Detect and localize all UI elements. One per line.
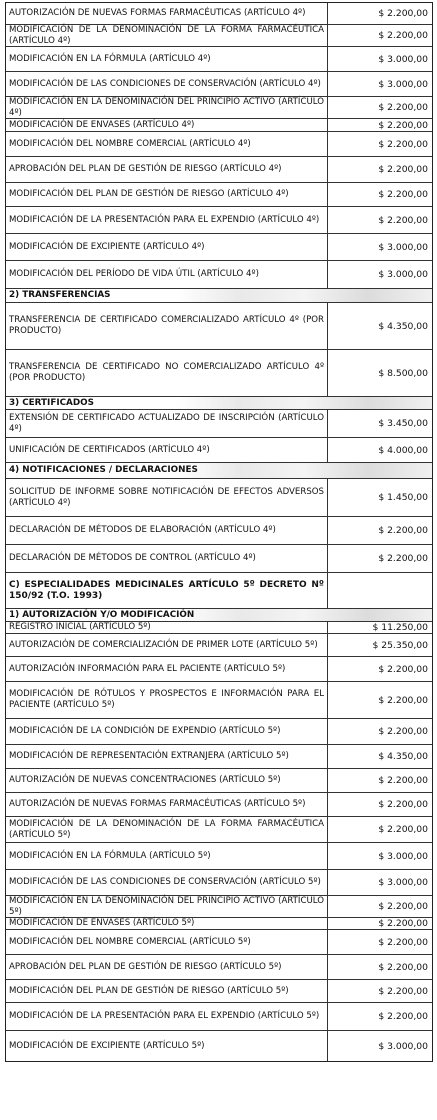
fee-description xyxy=(6,119,328,131)
fee-description xyxy=(6,72,328,96)
fee-description-text: MODIFICACIÓN DE LAS CONDICIONES DE CONSERVACIÓN (ARTÍCULO 4º) xyxy=(9,78,321,89)
fee-row xyxy=(6,719,432,745)
fee-amount: $ 2.200,00 xyxy=(378,726,428,737)
fee-description xyxy=(6,132,328,156)
fee-description-text: MODIFICACIÓN DE LA PRESENTACIÓN PARA EL EXPENDIO (ARTÍCULO 5º) xyxy=(9,1011,320,1022)
fee-row xyxy=(6,350,432,397)
fee-description-text: MODIFICACIÓN DEL PLAN DE GESTIÓN DE RIESGO (ARTÍCULO 5º) xyxy=(9,985,289,996)
fee-description xyxy=(6,870,328,895)
fee-description xyxy=(6,918,328,929)
fee-description-text: MODIFICACIÓN DE LAS CONDICIONES DE CONSERVACIÓN (ARTÍCULO 5º) xyxy=(9,877,321,888)
fee-amount: $ 2.200,00 xyxy=(378,961,428,973)
fee-row xyxy=(6,234,432,261)
fee-description xyxy=(6,657,328,681)
fee-row xyxy=(6,97,432,119)
fee-description xyxy=(6,896,328,917)
fee-description xyxy=(6,234,328,260)
fee-row xyxy=(6,622,432,634)
fee-row xyxy=(6,1003,432,1031)
fee-row xyxy=(6,545,432,573)
fee-amount: $ 3.000,00 xyxy=(378,877,428,888)
fee-amount: $ 2.200,00 xyxy=(378,30,428,41)
fee-amount: $ 3.000,00 xyxy=(378,269,428,280)
fee-description-text: AUTORIZACIÓN DE NUEVAS FORMAS FARMACÉUTICAS (ARTÍCULO 5º) xyxy=(9,799,306,810)
fee-description-text: MODIFICACIÓN DE EXCIPIENTE (ARTÍCULO 5º) xyxy=(9,1040,205,1051)
fee-description-text: APROBACIÓN DEL PLAN DE GESTIÓN DE RIESGO (ARTÍCULO 4º) xyxy=(9,164,282,175)
fee-amount: $ 1.450,00 xyxy=(378,492,428,503)
fee-description-text: AUTORIZACIÓN INFORMACIÓN PARA EL PACIENTE (ARTÍCULO 5º) xyxy=(9,663,286,674)
fee-row xyxy=(6,479,432,517)
fee-amount xyxy=(328,397,432,409)
fee-row xyxy=(6,817,432,843)
fee-amount: $ 11.250,00 xyxy=(372,622,428,633)
fee-row xyxy=(6,745,432,769)
fee-description-text: MODIFICACIÓN DE ENVASES (ARTÍCULO 4º) xyxy=(9,119,195,130)
fee-description-text: MODIFICACIÓN DEL NOMBRE COMERCIAL (ARTÍCULO 5º) xyxy=(9,936,251,947)
fee-description xyxy=(6,634,328,656)
fee-description xyxy=(6,25,328,46)
fee-description-text: MODIFICACIÓN DEL PERÍODO DE VIDA ÚTIL (ARTÍCULO 4º) xyxy=(9,269,259,280)
fee-amount: $ 25.350,00 xyxy=(372,639,428,651)
fee-description xyxy=(6,157,328,182)
fee-row xyxy=(6,896,432,918)
section-header-row xyxy=(6,397,432,410)
fee-table xyxy=(5,2,433,1062)
fee-description-text: UNIFICACIÓN DE CERTIFICADOS (ARTÍCULO 4º) xyxy=(9,444,210,455)
fee-description xyxy=(6,350,328,396)
fee-amount: $ 2.200,00 xyxy=(378,525,428,536)
fee-amount: $ 3.000,00 xyxy=(378,78,428,90)
fee-description xyxy=(6,303,328,349)
fee-description xyxy=(6,843,328,869)
fee-row xyxy=(6,132,432,157)
section-title-row xyxy=(6,573,432,609)
fee-description-text: REGISTRO INICIAL (ARTÍCULO 5º) xyxy=(9,622,151,633)
fee-description-text: C) ESPECIALIDADES MEDICINALES ARTÍCULO 5º DECRETO Nº 150/92 (T.O. 1993) xyxy=(9,579,324,601)
fee-description xyxy=(6,609,328,621)
fee-amount: $ 2.200,00 xyxy=(378,214,428,226)
fee-description-text: 4) NOTIFICACIONES / DECLARACIONES xyxy=(9,465,198,476)
fee-amount: $ 3.000,00 xyxy=(378,1040,428,1052)
fee-amount xyxy=(328,289,432,302)
fee-amount: $ 2.200,00 xyxy=(378,1011,428,1022)
fee-amount: $ 2.200,00 xyxy=(378,936,428,948)
fee-row xyxy=(6,438,432,463)
fee-amount: $ 2.200,00 xyxy=(378,553,428,564)
fee-amount: $ 2.200,00 xyxy=(378,164,428,175)
fee-description-text: APROBACIÓN DEL PLAN DE GESTIÓN DE RIESGO (ARTÍCULO 5º) xyxy=(9,961,282,972)
fee-amount: $ 2.200,00 xyxy=(378,694,428,706)
fee-row xyxy=(6,207,432,234)
fee-description xyxy=(6,261,328,288)
fee-description xyxy=(6,410,328,437)
section-header-row xyxy=(6,609,432,622)
fee-row xyxy=(6,634,432,657)
fee-description xyxy=(6,479,328,516)
fee-description xyxy=(6,1003,328,1030)
fee-description-text: EXTENSIÓN DE CERTIFICADO ACTUALIZADO DE INSCRIPCIÓN (ARTÍCULO 4º) xyxy=(9,412,324,434)
fee-amount: $ 2.200,00 xyxy=(378,138,428,150)
fee-row xyxy=(6,843,432,870)
fee-description xyxy=(6,719,328,744)
fee-description-text: 3) CERTIFICADOS xyxy=(9,397,94,408)
fee-description xyxy=(6,622,328,633)
fee-amount: $ 2.200,00 xyxy=(378,918,428,929)
fee-description-text: MODIFICACIÓN EN LA DENOMINACIÓN DEL PRINCIPIO ACTIVO (ARTÍCULO 5º) xyxy=(9,895,324,917)
fee-description xyxy=(6,517,328,544)
fee-row xyxy=(6,657,432,682)
fee-description xyxy=(6,930,328,954)
fee-row xyxy=(6,261,432,289)
fee-amount: $ 2.200,00 xyxy=(378,985,428,997)
fee-description-text: MODIFICACIÓN DEL NOMBRE COMERCIAL (ARTÍCULO 4º) xyxy=(9,138,251,149)
fee-amount: $ 8.500,00 xyxy=(378,367,428,379)
fee-amount: $ 2.200,00 xyxy=(378,102,428,113)
fee-description-text: MODIFICACIÓN DEL PLAN DE GESTIÓN DE RIESGO (ARTÍCULO 4º) xyxy=(9,189,289,200)
fee-description-text: MODIFICACIÓN DE LA DENOMINACIÓN DE LA FORMA FARMACÉUTICA (ARTÍCULO 4º) xyxy=(9,24,324,46)
fee-amount: $ 2.200,00 xyxy=(378,824,428,835)
fee-description-text: MODIFICACIÓN DE LA PRESENTACIÓN PARA EL EXPENDIO (ARTÍCULO 4º) xyxy=(9,214,320,225)
fee-amount: $ 4.350,00 xyxy=(378,751,428,762)
fee-row xyxy=(6,72,432,97)
fee-amount: $ 4.350,00 xyxy=(378,320,428,332)
fee-description-text: MODIFICACIÓN DE LA DENOMINACIÓN DE LA FORMA FARMACÉUTICA (ARTÍCULO 5º) xyxy=(9,818,324,840)
fee-description-text: DECLARACIÓN DE MÉTODOS DE ELABORACIÓN (ARTÍCULO 4º) xyxy=(9,525,276,536)
section-header-row xyxy=(6,463,432,479)
fee-row xyxy=(6,3,432,25)
fee-description xyxy=(6,47,328,71)
fee-amount: $ 4.000,00 xyxy=(378,444,428,456)
fee-row xyxy=(6,793,432,817)
fee-description-text: 1) AUTORIZACIÓN Y/O MODIFICACIÓN xyxy=(9,609,195,620)
fee-description-text: TRANSFERENCIA DE CERTIFICADO NO COMERCIALIZADO ARTÍCULO 4º (POR PRODUCTO) xyxy=(9,362,324,383)
fee-row xyxy=(6,25,432,47)
fee-description xyxy=(6,397,328,409)
fee-description xyxy=(6,817,328,842)
fee-amount: $ 2.200,00 xyxy=(378,799,428,810)
fee-amount: $ 2.200,00 xyxy=(378,189,428,200)
fee-description-text: MODIFICACIÓN EN LA FÓRMULA (ARTÍCULO 5º) xyxy=(9,850,211,861)
fee-description xyxy=(6,438,328,462)
fee-description-text: SOLICITUD DE INFORME SOBRE NOTIFICACIÓN DE EFECTOS ADVERSOS (ARTÍCULO 4º) xyxy=(9,486,324,508)
fee-row xyxy=(6,183,432,207)
fee-row xyxy=(6,682,432,719)
fee-description xyxy=(6,980,328,1002)
fee-description xyxy=(6,289,328,302)
section-header-row xyxy=(6,289,432,303)
fee-description xyxy=(6,1031,328,1061)
fee-amount: $ 3.000,00 xyxy=(378,850,428,862)
fee-amount: $ 2.200,00 xyxy=(378,119,428,131)
fee-description xyxy=(6,793,328,816)
fee-row xyxy=(6,47,432,72)
fee-description-text: 2) TRANSFERENCIAS xyxy=(9,290,111,301)
fee-description-text: MODIFICACIÓN EN LA FÓRMULA (ARTÍCULO 4º) xyxy=(9,53,211,64)
fee-description xyxy=(6,573,328,608)
fee-description xyxy=(6,183,328,206)
fee-amount: $ 3.000,00 xyxy=(378,241,428,253)
fee-amount: $ 2.200,00 xyxy=(378,663,428,675)
fee-description xyxy=(6,97,328,118)
fee-description xyxy=(6,682,328,718)
fee-row xyxy=(6,918,432,930)
fee-amount: $ 3.000,00 xyxy=(378,53,428,65)
fee-description-text: MODIFICACIÓN DE RÓTULOS Y PROSPECTOS E INFORMACIÓN PARA EL PACIENTE (ARTÍCULO 5º) xyxy=(9,689,324,710)
fee-description-text: AUTORIZACIÓN DE COMERCIALIZACIÓN DE PRIMER LOTE (ARTÍCULO 5º) xyxy=(9,639,318,650)
fee-row xyxy=(6,303,432,350)
fee-row xyxy=(6,410,432,438)
fee-row xyxy=(6,157,432,183)
fee-description xyxy=(6,545,328,572)
fee-amount xyxy=(328,573,432,608)
fee-description-text: MODIFICACIÓN DE EXCIPIENTE (ARTÍCULO 4º) xyxy=(9,241,205,252)
fee-amount: $ 3.450,00 xyxy=(378,418,428,429)
fee-description-text: MODIFICACIÓN EN LA DENOMINACIÓN DEL PRINCIPIO ACTIVO (ARTÍCULO 4º) xyxy=(9,96,324,118)
fee-row xyxy=(6,980,432,1003)
fee-row xyxy=(6,930,432,955)
fee-row xyxy=(6,1031,432,1061)
fee-row xyxy=(6,769,432,793)
fee-amount: $ 2.200,00 xyxy=(378,901,428,912)
fee-description xyxy=(6,207,328,233)
fee-description-text: TRANSFERENCIA DE CERTIFICADO COMERCIALIZADO ARTÍCULO 4º (POR PRODUCTO) xyxy=(9,315,324,336)
fee-amount xyxy=(328,463,432,478)
fee-description-text: AUTORIZACIÓN DE NUEVAS CONCENTRACIONES (ARTÍCULO 5º) xyxy=(9,775,281,786)
fee-description xyxy=(6,3,328,24)
fee-amount xyxy=(328,609,432,621)
fee-description-text: AUTORIZACIÓN DE NUEVAS FORMAS FARMACÉUTICAS (ARTÍCULO 4º) xyxy=(9,8,306,19)
fee-row xyxy=(6,870,432,896)
fee-row xyxy=(6,119,432,132)
fee-row xyxy=(6,517,432,545)
fee-description-text: MODIFICACIÓN DE LA CONDICIÓN DE EXPENDIO (ARTÍCULO 5º) xyxy=(9,726,281,737)
fee-description-text: MODIFICACIÓN DE ENVASES (ARTÍCULO 5º) xyxy=(9,918,195,929)
fee-row xyxy=(6,955,432,980)
fee-description xyxy=(6,769,328,792)
fee-description-text: DECLARACIÓN DE MÉTODOS DE CONTROL (ARTÍCULO 4º) xyxy=(9,553,256,564)
fee-description-text: MODIFICACIÓN DE REPRESENTACIÓN EXTRANJERA (ARTÍCULO 5º) xyxy=(9,751,289,762)
fee-amount: $ 2.200,00 xyxy=(378,775,428,786)
fee-description xyxy=(6,745,328,768)
fee-amount: $ 2.200,00 xyxy=(378,8,428,19)
fee-description xyxy=(6,463,328,478)
fee-description xyxy=(6,955,328,979)
